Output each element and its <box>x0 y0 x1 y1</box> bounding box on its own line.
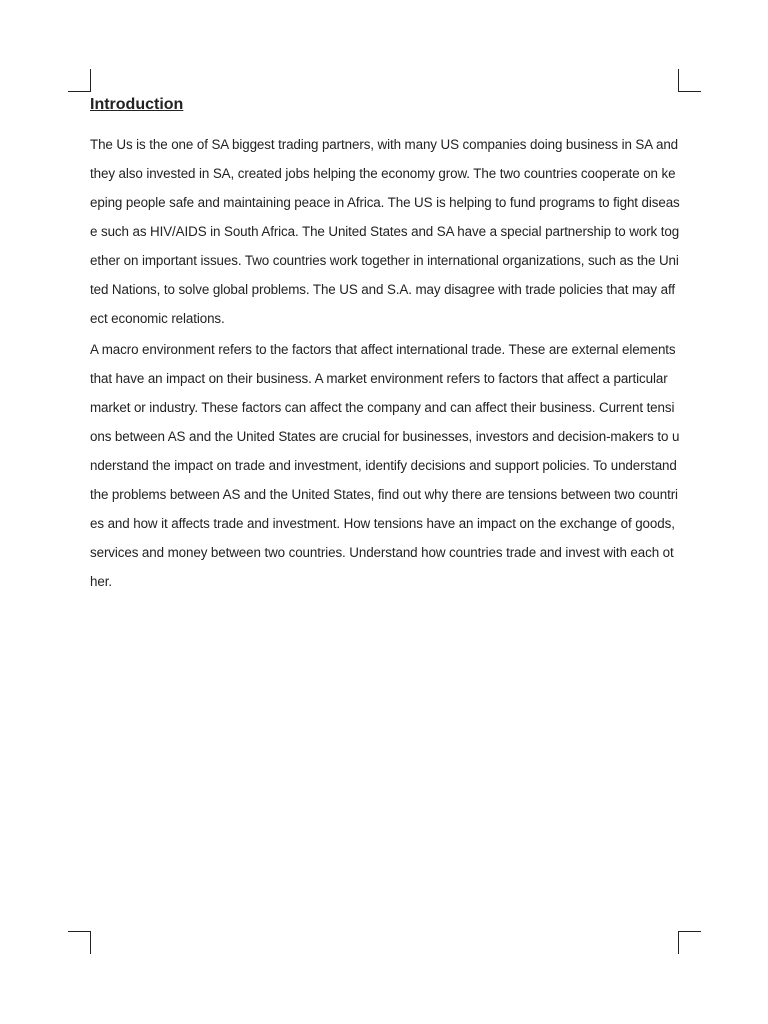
page-heading: Introduction <box>90 96 184 113</box>
document-body <box>90 94 680 598</box>
crop-mark-top-left <box>68 69 91 92</box>
crop-mark-top-right <box>678 69 701 92</box>
crop-mark-bottom-left <box>68 931 91 954</box>
paragraph-us-sa-relations: The Us is the one of SA biggest trading partners, with many US companies doing business in SA and they also invested in SA, created jobs helping the economy grow. The two countries cooperate on keeping people safe and maintaining peace in Africa. The US is helping to fund programs to fight disease such as HIV/AIDS in South Africa. The United States and SA have a special partnership to work together on important issues. Two countries work together in international organizations, such as the United Nations, to solve global problems. The US and S.A. may disagree with trade policies that may affect economic relations. <box>90 137 680 326</box>
paragraph-macro-environment: A macro environment refers to the factors that affect international trade. These are external elements that have an impact on their business. A market environment refers to factors that affect a particular market or industry. These factors can affect the company and can affect their business. Current tensions between AS and the United States are crucial for businesses, investors and decision-makers to understand the impact on trade and investment, identify decisions and support policies. To understand the problems between AS and the United States, find out why there are tensions between two countries and how it affects trade and investment. How tensions have an impact on the exchange of goods, services and money between two countries. Understand how countries trade and invest with each other. <box>90 342 680 589</box>
crop-mark-bottom-right <box>678 931 701 954</box>
